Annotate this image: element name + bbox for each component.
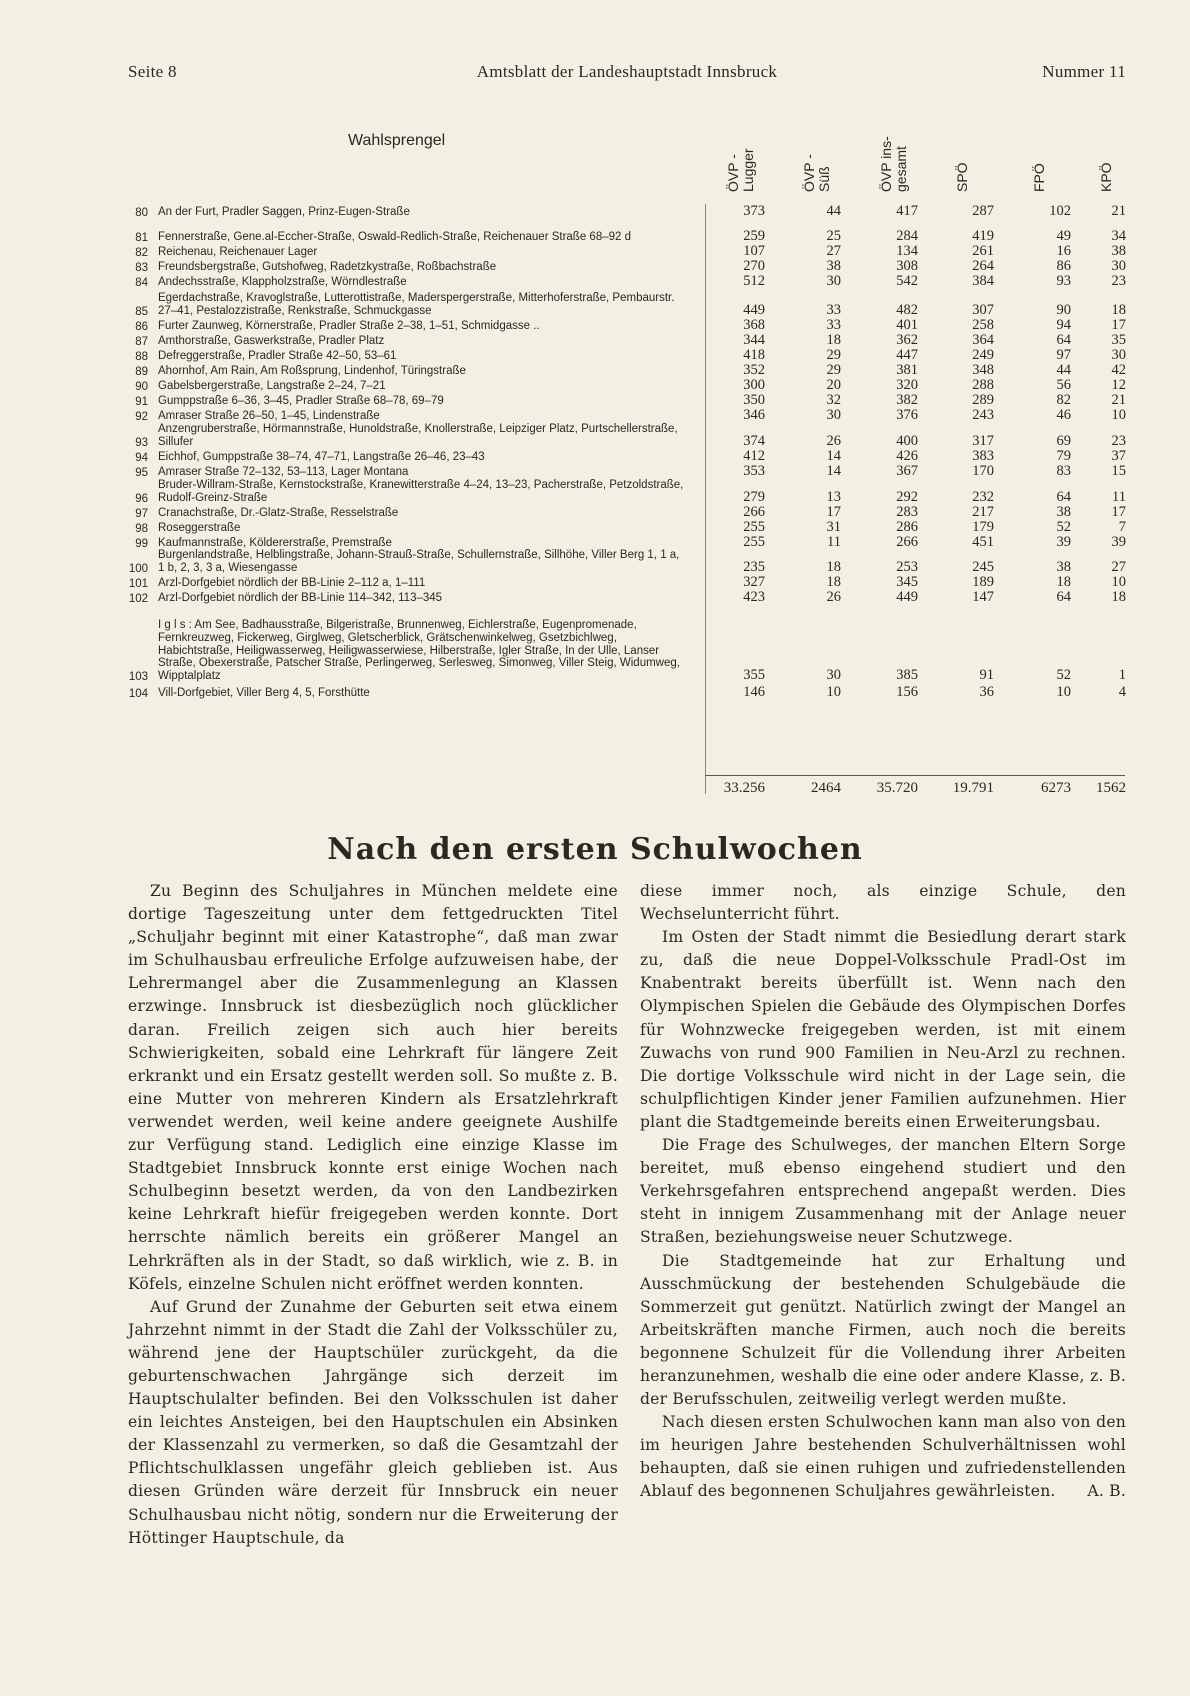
vote-count: 29 <box>826 362 841 378</box>
vote-count: 348 <box>972 362 994 378</box>
precinct-number: 96 <box>135 493 148 505</box>
precinct-description: I g l s : Am See, Badhausstraße, Bilgeristraße, Brunnenweg, Eichlerstraße, Eugenpromenade, Fernkreuzweg, Fickerweg, Girglweg, Gletscherblick, Grätschenwinkelweg, Gsetzbichlweg, Habichtstraße, Heiligwasserweg, Heiligwasserwiese, Hilberstraße, Igler Straße, In der Ulle, Lanser Straße, Obexerstraße, Patscher Straße, Perlingerweg, Serlesweg, Simonweg, Viller Steig, Widumweg, Wipptalplatz <box>158 619 680 683</box>
paragraph: Die Stadtgemeinde hat zur Erhaltung und Ausschmückung der bestehenden Schulgebäude die Sommerzeit gut genützt. Natürlich zwingt der Mangel an Arbeitskräften manche Firmen, auch noch die bereits begonnene Schulzeit für die Vollendung ihrer Arbeiten heranzunehmen, weshalb die eine oder andere Klasse, z. B. der Berufsschulen, zeitweilig verlegt werden mußte. <box>640 1251 1126 1409</box>
vote-count: 345 <box>896 574 918 590</box>
paragraph-text: Nach diesen ersten Schulwochen kann man also von den im heurigen Jahre bestehenden Schulverhältnissen wohl behaupten, daß sie einen ruhigen und zufriedenstellenden Ablauf des begonnenen Schuljahres gewährleisten. <box>640 1413 1126 1501</box>
vote-count: 86 <box>1056 258 1071 274</box>
vote-count: 449 <box>896 589 918 605</box>
vote-count: 38 <box>1056 559 1071 575</box>
vote-count: 18 <box>826 332 841 348</box>
table-row <box>118 606 1128 684</box>
precinct-description: Fennerstraße, Gene.al-Eccher-Straße, Oswald-Redlich-Straße, Reichenauer Straße 68–92 d <box>158 231 631 244</box>
vote-count: 15 <box>1111 463 1126 479</box>
precinct-description: Amraser Straße 72–132, 53–113, Lager Montana <box>158 466 409 479</box>
vote-count: 94 <box>1056 317 1071 333</box>
column-header-wahlsprengel: Wahlsprengel <box>348 132 446 149</box>
vote-count: 14 <box>826 463 841 479</box>
vote-count: 266 <box>896 534 918 550</box>
vote-count: 320 <box>896 377 918 393</box>
vote-count: 10 <box>1111 407 1126 423</box>
article-column-right <box>640 880 1126 1504</box>
vote-count: 38 <box>1056 504 1071 520</box>
column-header: ÖVP - Lugger <box>725 148 756 192</box>
vote-count: 30 <box>826 273 841 289</box>
vote-count: 419 <box>972 228 994 244</box>
column-header: ÖVP - Süß <box>801 154 832 192</box>
vote-count: 17 <box>1111 504 1126 520</box>
vote-count: 283 <box>896 504 918 520</box>
table-row <box>118 424 1128 450</box>
vote-count: 16 <box>1056 243 1071 259</box>
vote-count: 383 <box>972 448 994 464</box>
vote-count: 30 <box>826 407 841 423</box>
vote-count: 308 <box>896 258 918 274</box>
vote-count: 355 <box>743 667 765 683</box>
vote-count: 352 <box>743 362 765 378</box>
precinct-description: Amraser Straße 26–50, 1–45, Lindenstraße <box>158 410 380 423</box>
vote-count: 17 <box>826 504 841 520</box>
publication-title: Amtsblatt der Landeshauptstadt Innsbruck <box>476 62 778 81</box>
precinct-description: Egerdachstraße, Kravoglstraße, Lutterottistraße, Maderspergerstraße, Mitterhoferstraße, Pembaurstr. 27–41, Pestalozzistraße, Renkstraße, Schmuckgasse <box>158 292 675 318</box>
precinct-description: Freundsbergstraße, Gutshofweg, Radetzkystraße, Roßbachstraße <box>158 261 497 274</box>
precinct-number: 101 <box>128 578 148 590</box>
vote-count: 327 <box>743 574 765 590</box>
vote-count: 451 <box>972 534 994 550</box>
vote-count: 56 <box>1056 377 1071 393</box>
vote-count: 90 <box>1056 302 1071 318</box>
vote-count: 255 <box>743 519 765 535</box>
vote-count: 261 <box>972 243 994 259</box>
vote-count: 382 <box>896 392 918 408</box>
vote-count: 350 <box>743 392 765 408</box>
column-header: FPÖ <box>1031 163 1047 192</box>
vote-count: 30 <box>1111 258 1126 274</box>
total-value: 35.720 <box>876 780 918 796</box>
vote-count: 401 <box>896 317 918 333</box>
vote-count: 33 <box>826 317 841 333</box>
totals-rule <box>705 775 1125 776</box>
vote-count: 217 <box>972 504 994 520</box>
vote-count: 376 <box>896 407 918 423</box>
vote-count: 18 <box>1111 302 1126 318</box>
table-row <box>118 591 1128 606</box>
vote-count: 12 <box>1111 377 1126 393</box>
table-row <box>118 275 1128 290</box>
precinct-number: 88 <box>135 351 148 363</box>
vote-count: 253 <box>896 559 918 575</box>
precinct-description: Arzl-Dorfgebiet nördlich der BB-Linie 114–342, 113–345 <box>158 592 443 605</box>
vote-count: 13 <box>826 489 841 505</box>
precinct-description: Gabelsbergerstraße, Langstraße 2–24, 7–21 <box>158 380 386 393</box>
precinct-description: Arzl-Dorfgebiet nördlich der BB-Linie 2–112 a, 1–111 <box>158 577 426 590</box>
vote-count: 34 <box>1111 228 1126 244</box>
precinct-number: 102 <box>128 593 148 605</box>
vote-count: 64 <box>1056 589 1071 605</box>
paragraph: Im Osten der Stadt nimmt die Besiedlung derart stark zu, daß die neue Doppel-Volksschule Pradl-Ost im Knabentrakt bereits überfüllt ist. Wenn nach den Olympischen Spielen die Gebäude des Olympischen Dorfes für Wohnzwecke freigegeben werden, ist mit einem Zuwachs von rund 900 Familien in Neu-Arzl zu rechnen. Die dortige Volksschule wird nicht in der Lage sein, die schulpflichtigen Kinder jener Familien aufzunehmen. Hier plant die Stadtgemeinde bereits einen Erweiterungsbau. <box>640 928 1126 1131</box>
table-row <box>118 684 1128 701</box>
precinct-number: 83 <box>135 262 148 274</box>
paragraph <box>640 1411 1126 1503</box>
vote-count: 255 <box>743 534 765 550</box>
precinct-number: 85 <box>135 306 148 318</box>
vote-count: 97 <box>1056 347 1071 363</box>
vote-count: 102 <box>1049 203 1071 219</box>
table-header <box>128 112 1126 196</box>
vote-count: 384 <box>972 273 994 289</box>
vote-count: 307 <box>972 302 994 318</box>
vote-count: 417 <box>896 203 918 219</box>
vote-count: 18 <box>1056 574 1071 590</box>
vote-count: 400 <box>896 433 918 449</box>
vote-count: 36 <box>979 684 994 700</box>
precinct-description: Defreggerstraße, Pradler Straße 42–50, 53–61 <box>158 350 397 363</box>
vote-count: 179 <box>972 519 994 535</box>
vote-count: 44 <box>1056 362 1071 378</box>
vote-count: 300 <box>743 377 765 393</box>
vote-count: 292 <box>896 489 918 505</box>
vote-count: 18 <box>1111 589 1126 605</box>
vote-count: 14 <box>826 448 841 464</box>
precinct-description: Amthorstraße, Gaswerkstraße, Pradler Platz <box>158 335 385 348</box>
vote-count: 31 <box>826 519 841 535</box>
vote-count: 38 <box>826 258 841 274</box>
precinct-number: 81 <box>135 232 148 244</box>
precinct-number: 93 <box>135 437 148 449</box>
article-column-left <box>128 880 618 1550</box>
vote-count: 25 <box>826 228 841 244</box>
column-header: SPÖ <box>954 162 970 192</box>
vote-count: 21 <box>1111 392 1126 408</box>
vote-count: 7 <box>1118 519 1126 535</box>
vote-count: 79 <box>1056 448 1071 464</box>
vote-count: 37 <box>1111 448 1126 464</box>
vote-count: 423 <box>743 589 765 605</box>
author-signature: A. B. <box>1087 1482 1126 1501</box>
vote-count: 17 <box>1111 317 1126 333</box>
vote-count: 346 <box>743 407 765 423</box>
precinct-number: 94 <box>135 452 148 464</box>
vote-count: 46 <box>1056 407 1071 423</box>
precinct-number: 91 <box>135 396 148 408</box>
vote-count: 11 <box>1112 489 1126 505</box>
precinct-number: 84 <box>135 277 148 289</box>
vote-count: 30 <box>826 667 841 683</box>
page-number: Seite 8 <box>128 62 177 81</box>
vote-count: 286 <box>896 519 918 535</box>
vote-count: 82 <box>1056 392 1071 408</box>
vote-count: 23 <box>1111 273 1126 289</box>
paragraph: Die Frage des Schulweges, der manchen Eltern Sorge bereitet, muß ebenso eingehend studiert und den Verkehrsgefahren entsprechend angepaßt werden. Dies steht in innigem Zusammenhang mit der Anlage neuer Straßen, beziehungsweise neuer Schutzwege. <box>640 1136 1126 1247</box>
precinct-description: Anzengruberstraße, Hörmannstraße, Hunoldstraße, Knollerstraße, Leipziger Platz, Purtschellerstraße, Sillufer <box>158 423 678 449</box>
vote-count: 235 <box>743 559 765 575</box>
vote-count: 1 <box>1118 667 1126 683</box>
precinct-number: 87 <box>135 336 148 348</box>
vote-count: 317 <box>972 433 994 449</box>
precinct-description: Cranachstraße, Dr.-Glatz-Straße, Resselstraße <box>158 507 399 520</box>
total-value: 33.256 <box>723 780 765 796</box>
total-value: 6273 <box>1041 780 1071 796</box>
vote-count: 11 <box>827 534 841 550</box>
vote-count: 259 <box>743 228 765 244</box>
vote-count: 249 <box>972 347 994 363</box>
election-results-table <box>118 204 1128 701</box>
vote-count: 91 <box>979 667 994 683</box>
vote-count: 10 <box>1056 684 1071 700</box>
precinct-description: Bruder-Willram-Straße, Kernstockstraße, Kranewitterstraße 4–24, 13–23, Pacherstraße, Petzoldstraße, Rudolf-Greinz-Straße <box>158 479 684 505</box>
vote-count: 289 <box>972 392 994 408</box>
vote-count: 134 <box>896 243 918 259</box>
precinct-description: Kaufmannstraße, Köldererstraße, Premstraße <box>158 537 392 550</box>
page-header <box>128 62 1126 86</box>
vote-count: 27 <box>1111 559 1126 575</box>
vote-count: 368 <box>743 317 765 333</box>
totals-row <box>118 780 1128 804</box>
vote-count: 243 <box>972 407 994 423</box>
vote-count: 418 <box>743 347 765 363</box>
vote-count: 10 <box>826 684 841 700</box>
total-value: 19.791 <box>952 780 994 796</box>
vote-count: 364 <box>972 332 994 348</box>
vote-count: 412 <box>743 448 765 464</box>
precinct-description: Eichhof, Gumppstraße 38–74, 47–71, Langstraße 26–46, 23–43 <box>158 451 485 464</box>
table-row <box>118 220 1128 245</box>
vote-count: 189 <box>972 574 994 590</box>
vote-count: 373 <box>743 203 765 219</box>
vote-count: 32 <box>826 392 841 408</box>
vote-count: 107 <box>743 243 765 259</box>
vote-count: 447 <box>896 347 918 363</box>
precinct-number: 89 <box>135 366 148 378</box>
vote-count: 258 <box>972 317 994 333</box>
precinct-description: Vill-Dorfgebiet, Viller Berg 4, 5, Forsthütte <box>158 687 370 700</box>
vote-count: 23 <box>1111 433 1126 449</box>
precinct-description: Andechsstraße, Klappholzstraße, Wörndlestraße <box>158 276 407 289</box>
vote-count: 10 <box>1111 574 1126 590</box>
vote-count: 426 <box>896 448 918 464</box>
paragraph: Zu Beginn des Schuljahres in München meldete eine dortige Tageszeitung unter dem fettgedruckten Titel „Schuljahr beginnt mit einer Katastrophe“, daß man zwar im Schulhausbau erfreuliche Erfolge aufzuweisen habe, der Lehrermangel aber die Zusammenlegung an Klassen erzwinge. Innsbruck ist diesbezüglich noch glücklicher daran. Freilich zeigen sich auch hier bereits Schwierigkeiten, sobald eine Lehrkraft für längere Zeit erkrankt und ein Ersatz gestellt werden soll. So mußte z. B. eine Mutter von mehreren Kindern als Ersatzlehrkraft verwendet werden, weil keine andere geeignete Aushilfe zur Verfügung stand. Lediglich eine einzige Klasse im Stadtgebiet Innsbruck konnte erst einige Wochen nach Schulbeginn besetzt werden, da von den Landbezirken keine Lehrkraft hiefür freigegeben werden konnte. Dort herrschte nämlich bereits ein größerer Mangel an Lehrkräften als in der Stadt, so daß wirklich, wie z. B. in Köfels, einzelne Schulen nicht eröffnet werden konnten. <box>128 882 618 1293</box>
precinct-number: 82 <box>135 247 148 259</box>
total-value: 1562 <box>1096 780 1126 796</box>
vote-count: 27 <box>826 243 841 259</box>
vote-count: 374 <box>743 433 765 449</box>
vote-count: 542 <box>896 273 918 289</box>
vote-count: 39 <box>1056 534 1071 550</box>
precinct-description: Ahornhof, Am Rain, Am Roßsprung, Lindenhof, Türingstraße <box>158 365 466 378</box>
vote-count: 18 <box>826 559 841 575</box>
vote-count: 287 <box>972 203 994 219</box>
vote-count: 270 <box>743 258 765 274</box>
precinct-number: 100 <box>128 563 148 575</box>
vote-count: 512 <box>743 273 765 289</box>
vote-count: 69 <box>1056 433 1071 449</box>
precinct-number: 95 <box>135 467 148 479</box>
precinct-number: 86 <box>135 321 148 333</box>
vote-count: 170 <box>972 463 994 479</box>
precinct-number: 98 <box>135 523 148 535</box>
table-row <box>118 465 1128 480</box>
vote-count: 93 <box>1056 273 1071 289</box>
vote-count: 49 <box>1056 228 1071 244</box>
vote-count: 367 <box>896 463 918 479</box>
vote-count: 83 <box>1056 463 1071 479</box>
vote-count: 44 <box>826 203 841 219</box>
vote-count: 35 <box>1111 332 1126 348</box>
vote-count: 147 <box>972 589 994 605</box>
vote-count: 288 <box>972 377 994 393</box>
paragraph: Auf Grund der Zunahme der Geburten seit etwa einem Jahrzehnt nimmt in der Stadt die Zahl der Volksschüler zu, während jene der Hauptschüler zurückgeht, da die geburtenschwachen Jahrgänge sich derzeit im Hauptschulalter befinden. Bei den Volksschulen ist daher ein leichtes Ansteigen, bei den Hauptschulen ein Absinken der Klassenzahl zu vermerken, so daß die Gesamtzahl der Pflichtschulklassen ungefähr gleich geblieben ist. Aus diesen Gründen wäre derzeit für Innsbruck ein neuer Schulhausbau nicht nötig, sondern nur die Erweiterung der Höttinger Hauptschule, da <box>128 1297 618 1547</box>
vote-count: 26 <box>826 589 841 605</box>
article-title: Nach den ersten Schulwochen <box>327 832 863 867</box>
vote-count: 42 <box>1111 362 1126 378</box>
table-row <box>118 290 1128 319</box>
total-value: 2464 <box>811 780 841 796</box>
vote-count: 362 <box>896 332 918 348</box>
vote-count: 18 <box>826 574 841 590</box>
precinct-number: 99 <box>135 538 148 550</box>
vote-count: 284 <box>896 228 918 244</box>
paragraph: diese immer noch, als einzige Schule, den Wechselunterricht führt. <box>640 882 1126 924</box>
precinct-number: 80 <box>135 207 148 219</box>
vote-count: 353 <box>743 463 765 479</box>
vote-count: 64 <box>1056 489 1071 505</box>
vote-count: 449 <box>743 302 765 318</box>
precinct-description: Roseggerstraße <box>158 522 241 535</box>
vote-count: 4 <box>1118 684 1126 700</box>
vote-count: 38 <box>1111 243 1126 259</box>
vote-count: 232 <box>972 489 994 505</box>
column-header: KPÖ <box>1098 162 1114 192</box>
vote-count: 156 <box>896 684 918 700</box>
table-row <box>118 409 1128 424</box>
table-row <box>118 551 1128 576</box>
precinct-number: 92 <box>135 411 148 423</box>
vote-count: 279 <box>743 489 765 505</box>
vote-count: 29 <box>826 347 841 363</box>
precinct-number: 104 <box>128 688 148 700</box>
issue-number: Nummer 11 <box>1042 62 1126 81</box>
vote-count: 64 <box>1056 332 1071 348</box>
vote-count: 482 <box>896 302 918 318</box>
precinct-description: Reichenau, Reichenauer Lager <box>158 246 318 259</box>
vote-count: 39 <box>1111 534 1126 550</box>
precinct-description: Furter Zaunweg, Körnerstraße, Pradler Straße 2–38, 1–51, Schmidgasse .. <box>158 320 540 333</box>
vote-count: 52 <box>1056 519 1071 535</box>
vote-count: 266 <box>743 504 765 520</box>
precinct-description: Gumppstraße 6–36, 3–45, Pradler Straße 68–78, 69–79 <box>158 395 444 408</box>
vote-count: 264 <box>972 258 994 274</box>
vote-count: 385 <box>896 667 918 683</box>
vote-count: 52 <box>1056 667 1071 683</box>
vote-count: 33 <box>826 302 841 318</box>
precinct-number: 90 <box>135 381 148 393</box>
vote-count: 146 <box>743 684 765 700</box>
vote-count: 245 <box>972 559 994 575</box>
precinct-description: An der Furt, Pradler Saggen, Prinz-Eugen-Straße <box>158 206 410 219</box>
precinct-description: Burgenlandstraße, Helblingstraße, Johann-Strauß-Straße, Schullernstraße, Sillhöhe, Viller Berg 1, 1 a, 1 b, 2, 3, 3 a, Wiesengasse <box>158 549 680 575</box>
vote-count: 26 <box>826 433 841 449</box>
table-row <box>118 204 1128 220</box>
precinct-number: 103 <box>128 671 148 683</box>
table-row <box>118 480 1128 506</box>
precinct-number: 97 <box>135 508 148 520</box>
vote-count: 381 <box>896 362 918 378</box>
vote-count: 344 <box>743 332 765 348</box>
column-header: ÖVP ins- gesamt <box>878 136 909 192</box>
vote-count: 20 <box>826 377 841 393</box>
vote-count: 21 <box>1111 203 1126 219</box>
vote-count: 30 <box>1111 347 1126 363</box>
